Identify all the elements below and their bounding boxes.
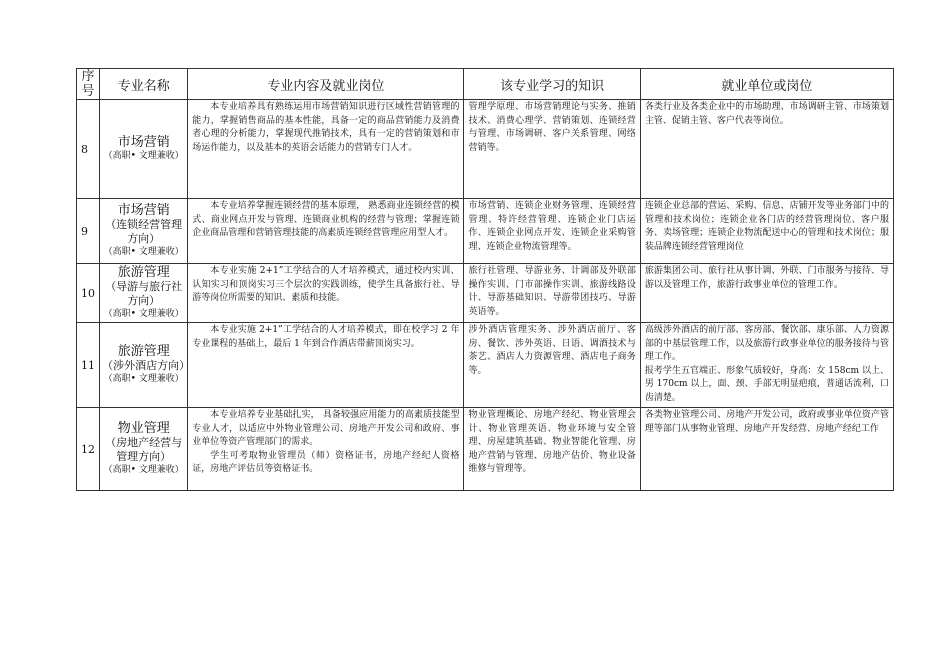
major-name: 物业管理 bbox=[117, 421, 170, 436]
major-name: 旅游管理 bbox=[117, 344, 170, 359]
table-row bbox=[77, 323, 894, 408]
row-number: 12 bbox=[77, 408, 100, 491]
major-direction: （房地产经营与管理方向） bbox=[105, 436, 183, 463]
content-paragraph: 本专业培养专业基础扎实， 具备较强应用能力的高素质技能型专业人才，以适应中外物业管理公司、房地产开发公司和政府、事业单位等资产管理部门的需求。 bbox=[192, 410, 460, 447]
admission-requirements: 报考学生五官端正、形象气质较好，身高：女 158cm 以上、男 170cm 以上，面、颈、手部无明显疤痕，普通话流利，口齿清楚。 bbox=[644, 365, 889, 403]
major-name-cell bbox=[100, 408, 188, 491]
knowledge-text: 管理学原理、市场营销理论与实务、推销技术、消费心理学、营销策划、连锁经营与管理、市场调研、客户关系管理、网络营销等。 bbox=[468, 102, 636, 153]
units-text: 各类行业及各类企业中的市场助理、市场调研主管、市场策划主管、促销主管、客户代表等岗位。 bbox=[644, 102, 889, 126]
table-row bbox=[77, 199, 894, 264]
row-number: 9 bbox=[77, 199, 100, 264]
header-knowledge: 该专业学习的知识 bbox=[464, 69, 640, 100]
units-text: 连锁企业总部的营运、采购、信息、店铺开发等业务部门中的管理和技术岗位；连锁企业各门店的经营管理岗位、客户服务、卖场管理；连锁企业物流配送中心的管理和技术岗位；服装品牌连锁经营管理岗位 bbox=[644, 201, 889, 252]
major-level: （高职• 文理兼收） bbox=[103, 465, 184, 475]
major-name-cell bbox=[100, 323, 191, 408]
major-direction: （连锁经营管理方向） bbox=[105, 218, 183, 245]
major-level: （高职• 文理兼收） bbox=[103, 151, 184, 161]
units-cell bbox=[640, 100, 893, 199]
units-text: 各类物业管理公司、房地产开发公司，政府或事业单位资产管理等部门从事物业管理、房地产开发经营、房地产经纪工作 bbox=[644, 410, 889, 434]
header-no: 序号 bbox=[77, 69, 100, 100]
knowledge-text: 物业管理概论、房地产经纪、物业管理会计、物业管理英语、物业环境与安全管理、房屋建筑基础、物业智能化管理、房地产营销与管理、房地产估价、物业设备维修与管理等。 bbox=[468, 410, 636, 474]
knowledge-text: 旅行社管理、导游业务、计调部及外联部操作实训、门市部操作实训、旅游线路设计、导游基础知识、导游带团技巧、导游英语等。 bbox=[468, 266, 636, 317]
knowledge-cell bbox=[464, 264, 640, 323]
row-number: 10 bbox=[77, 264, 100, 323]
knowledge-cell bbox=[464, 408, 640, 491]
major-level: （高职• 文理兼收） bbox=[103, 374, 184, 384]
header-row bbox=[77, 69, 894, 100]
major-name-cell bbox=[100, 199, 188, 264]
knowledge-text: 涉外酒店管理实务、涉外酒店前厅、客房、餐饮、涉外英语、日语、调酒技术与茶艺、酒店人力资源管理、酒店电子商务等。 bbox=[468, 325, 636, 376]
major-name-cell bbox=[100, 100, 188, 199]
content-cell bbox=[188, 100, 464, 199]
content-cell bbox=[188, 323, 464, 408]
major-name-cell bbox=[100, 264, 188, 323]
major-level: （高职• 文理兼收） bbox=[103, 309, 184, 319]
table-row bbox=[77, 100, 894, 199]
major-direction: （涉外酒店方向） bbox=[102, 359, 191, 372]
units-cell bbox=[640, 408, 893, 491]
row-number: 8 bbox=[77, 100, 100, 199]
major-name: 市场营销 bbox=[117, 135, 170, 150]
major-name: 市场营销 bbox=[117, 203, 170, 218]
content-paragraph: 本专业实施 2+1”工学结合的人才培养模式，通过校内实训、认知实习和顶岗实习三个层次的实践训练，使学生具备旅行社、导游等岗位所需要的知识、素质和技能。 bbox=[192, 266, 460, 303]
content-paragraph: 本专业培养掌握连锁经营的基本原理， 熟悉商业连锁经营的模式、商业网点开发与管理、连锁商业机构的经营与管理；掌握连锁企业商品管理和营销管理技能的高素质连锁经营管理应用型人才。 bbox=[192, 201, 460, 238]
units-cell bbox=[640, 199, 893, 264]
knowledge-cell bbox=[464, 199, 640, 264]
major-level: （高职• 文理兼收） bbox=[103, 247, 184, 257]
header-content: 专业内容及就业岗位 bbox=[188, 69, 464, 100]
content-paragraph: 本专业实施 2+1”工学结合的人才培养模式，即在校学习 2 年专业课程的基础上，最后 1 年到合作酒店带薪顶岗实习。 bbox=[192, 325, 460, 349]
units-cell bbox=[640, 323, 893, 408]
header-units: 就业单位或岗位 bbox=[640, 69, 893, 100]
knowledge-text: 市场营销、连锁企业财务管理、连锁经营管理、特许经营管理、连锁企业门店运作、连锁企业网点开发、连锁企业采购管理、连锁企业物流管理等。 bbox=[468, 201, 636, 252]
majors-table bbox=[76, 68, 894, 491]
knowledge-cell bbox=[464, 100, 640, 199]
major-direction: （导游与旅行社方向） bbox=[105, 280, 183, 307]
units-text: 旅游集团公司、旅行社从事计调、外联、门市服务与接待、导游以及管理工作，旅游行政事业单位的管理工作。 bbox=[644, 266, 889, 290]
content-paragraph: 本专业培养具有熟练运用市场营销知识进行区域性营销管理的能力，掌握销售商品的基本性能，具备一定的商品营销能力及消费者心理的分析能力，掌握现代推销技术，具有一定的营销策划和市场运作能力，以及基本的英语会话能力的营销专门人才。 bbox=[192, 102, 460, 153]
content-cell bbox=[188, 264, 464, 323]
content-cell bbox=[188, 199, 464, 264]
content-paragraph: 学生可考取物业管理员（师）资格证书，房地产经纪人资格证，房地产评估员等资格证书。 bbox=[192, 450, 460, 474]
units-cell bbox=[640, 264, 893, 323]
row-number: 11 bbox=[77, 323, 100, 408]
units-text: 高级涉外酒店的前厅部、客房部、餐饮部、康乐部、人力资源部的中基层管理工作，以及旅游行政事业单位的服务接待与管理工作。 bbox=[644, 325, 889, 362]
table-row bbox=[77, 408, 894, 491]
knowledge-cell bbox=[464, 323, 640, 408]
content-cell bbox=[188, 408, 464, 491]
table-row bbox=[77, 264, 894, 323]
major-name: 旅游管理 bbox=[117, 265, 170, 280]
header-name: 专业名称 bbox=[100, 69, 188, 100]
